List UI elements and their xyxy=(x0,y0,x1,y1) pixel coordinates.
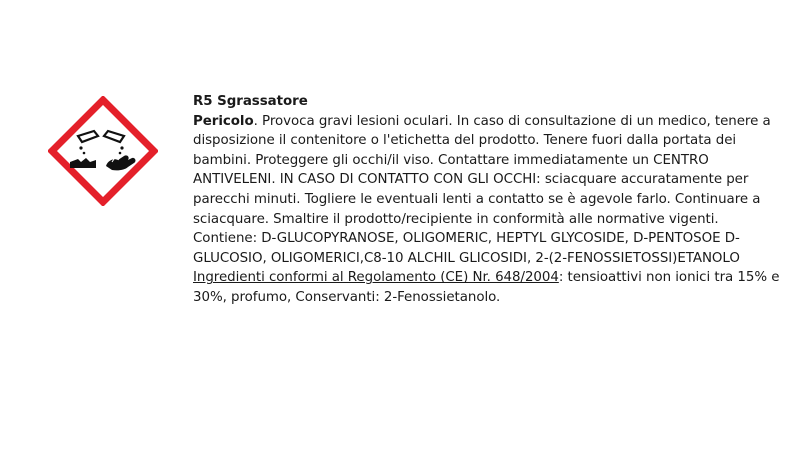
ingredients-statement xyxy=(193,268,783,307)
product-label-text xyxy=(193,92,783,308)
ingredients-details: : tensioattivi non ionici tra 15% e 30%, profumo, Conservanti: 2-Fenossietanolo. xyxy=(193,270,780,305)
signal-word: Pericolo xyxy=(193,113,254,129)
hazard-statement xyxy=(193,112,783,230)
ghs05-corrosive-icon xyxy=(48,96,158,206)
hazard-text: . Provoca gravi lesioni oculari. In caso di consultazione di un medico, tenere a disposizione il contenitore o l'etichetta del prodotto. Tenere fuori dalla portata dei bambini. Proteggere gli occhi/il viso. Contattare immediatamente un CENTRO ANTIVELENI. IN CASO DI CONTATTO CON GLI OCCHI: sciacquare accuratamente per parecchi minuti. Togliere le eventuali lenti a contatto se è agevole farlo. Continuare a sciacquare. Smaltire il prodotto/recipiente in conformità alle normative vigenti. xyxy=(193,113,771,227)
product-title: R5 Sgrassatore xyxy=(193,94,308,109)
contains-list: Contiene: D-GLUCOPYRANOSE, OLIGOMERIC, HEPTYL GLYCOSIDE, D-PENTOSOE D-GLUCOSIO, OLIGOMERICI,C8-10 ALCHIL GLICOSIDI, 2-(2-FENOSSIETOSSI)ETANOLO xyxy=(193,231,740,266)
regulation-reference: Ingredienti conformi al Regolamento (CE) Nr. 648/2004 xyxy=(193,270,559,286)
corrosive-hazard-pictogram xyxy=(48,96,158,206)
